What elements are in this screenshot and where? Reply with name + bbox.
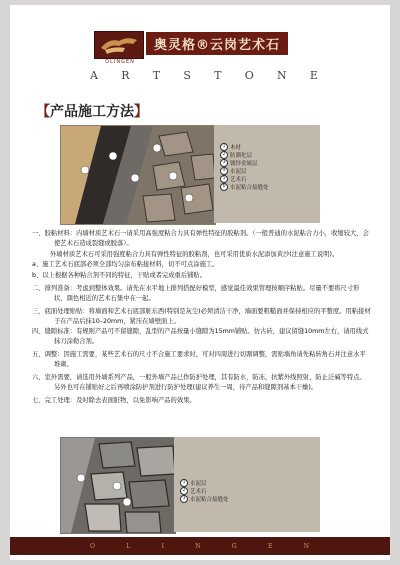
instruction-paragraph: 六、室外需要，请选用外墙系列产品，一般外墙产品已作防护处理，其有防水，防冻，抗紫外线照射，防止泛碱等特点。另外也可在铺贴好之后再喷涂防护剂进行防护处理(建议养生一周，待产品和缝隙剂基本干燥)。: [32, 374, 366, 391]
legend-label: 水泥层: [230, 169, 247, 175]
artstone-wordmark: [90, 69, 320, 82]
instruction-paragraph: b、以上根据各种粘合剂不同的特征，干贴或者完成重后铺贴。: [32, 271, 207, 279]
legend-number: 1: [180, 479, 188, 487]
brand-name: 奥灵格®云岗艺术石: [146, 32, 288, 55]
legend-item: [220, 151, 320, 159]
instruction-paragraph: 五、调整：因施工需要，某些艺术石的尺寸不合施工要求时，可对四周进行切割调整，需贴墙角请先粘转角石并注意水平堆砌。: [32, 351, 366, 368]
legend-item: [220, 175, 320, 183]
title-bracket-close: 】: [134, 104, 148, 120]
legend-item: [220, 143, 320, 151]
legend-number: 5: [220, 175, 228, 183]
legend-number: 2: [180, 487, 188, 495]
wordmark-letter: N: [277, 69, 289, 82]
instructions-body: [32, 229, 372, 407]
footer-letter: N: [303, 542, 310, 550]
instruction-paragraph: 三、底面处理贴贴：将墙面和艺术石底部脏东西(特别是灰尘)必须清洁干净，墙面要粗糙面并保持相应的平整度。用粘接材于在产品后抹10–20mm，紧压在墙壁面上。: [32, 307, 371, 325]
logo-subtitle: OLINGEN: [105, 59, 135, 65]
footer-letter: N: [195, 542, 202, 550]
legend-item: [220, 183, 320, 191]
instruction-paragraph: a、施工艺术石底部必须全部均匀涂布粘接材料，切不可点涂施工。: [32, 261, 219, 268]
wordmark-letter: R: [121, 69, 132, 82]
title-text: 产品施工方法: [50, 104, 134, 120]
legend-number: 4: [220, 167, 228, 175]
legend-number: 3: [180, 495, 188, 503]
footer-wordmark: [90, 543, 310, 550]
footer-band: [10, 537, 390, 555]
legend-number: 1: [220, 143, 228, 151]
title-bracket-open: 【: [36, 104, 50, 120]
legend-number: 2: [220, 151, 228, 159]
legend-label: 水泥层: [190, 481, 207, 487]
footer-letter: L: [126, 542, 132, 550]
legend-item: [220, 167, 320, 175]
legend-label: 镀锌金属层: [230, 161, 258, 167]
wordmark-letter: T: [214, 69, 224, 82]
wordmark-letter: A: [90, 69, 100, 82]
instruction-paragraph: 外墙材质艺术石可采用强度粘合力具有弹性特征的胶粘剂，也可采用优质水泥添加黄沙(注意施工说明)。: [50, 250, 339, 258]
legend-label: 艺术石: [190, 489, 207, 495]
legend-item: [180, 479, 320, 487]
wordmark-letter: E: [309, 69, 320, 82]
wordmark-letter: T: [152, 69, 163, 82]
footer-letter: O: [90, 542, 96, 550]
legend-label: 水泥粘合接缝处: [190, 497, 229, 503]
stone-layer-legend: [174, 437, 320, 532]
stone-layer-diagram-image: [60, 437, 176, 534]
legend-label: 木材: [230, 145, 242, 151]
legend-label: 水泥粘合接缝处: [230, 185, 269, 191]
legend-label: 防潮化层: [230, 153, 253, 159]
footer-letter: E: [267, 542, 274, 550]
legend-label: 艺术石: [230, 177, 247, 183]
legend-number: 3: [220, 159, 228, 167]
instruction-paragraph: 四、缝隙标准：有规则产品可不留缝隙，乱型的产品按量小缝隙为15mm铺贴。仿古砖，建议留缝10mm左右，请用线式抹刀涂勒合剂。: [32, 328, 369, 345]
legend-item: [180, 495, 320, 503]
footer-letter: I: [161, 542, 165, 550]
wall-layer-diagram-image: [60, 125, 216, 225]
logo-emblem: [94, 31, 144, 59]
wordmark-letter: S: [183, 69, 193, 82]
instruction-paragraph: 七、完工处理：及时除去表面脏物，以免影响产品的效果。: [32, 397, 196, 404]
legend-item: [180, 487, 320, 495]
legend-number: 6: [220, 183, 228, 191]
page-sheet: [10, 5, 390, 560]
legend-item: [220, 159, 320, 167]
wall-layer-legend: [214, 125, 320, 223]
instruction-paragraph: 一、胶粘材料：内墙材质艺术石一请采用高强度粘合力具有弹性特征的胶粘剂。（一般普通的水泥粘合力小，收缩较大，会使艺术石造成裂缝或脱落）。: [32, 230, 369, 247]
footer-letter: G: [231, 542, 238, 550]
instruction-paragraph: 二、排列准备：考虑到整体效果。请先在水平地上排列搭配好模型，感觉最佳效果管理按顺序粘贴。尽量不要将尺寸形状、颜色相近的艺术石集中在一起。: [32, 284, 360, 302]
page-title: [36, 101, 148, 121]
wordmark-letter: O: [244, 69, 256, 82]
